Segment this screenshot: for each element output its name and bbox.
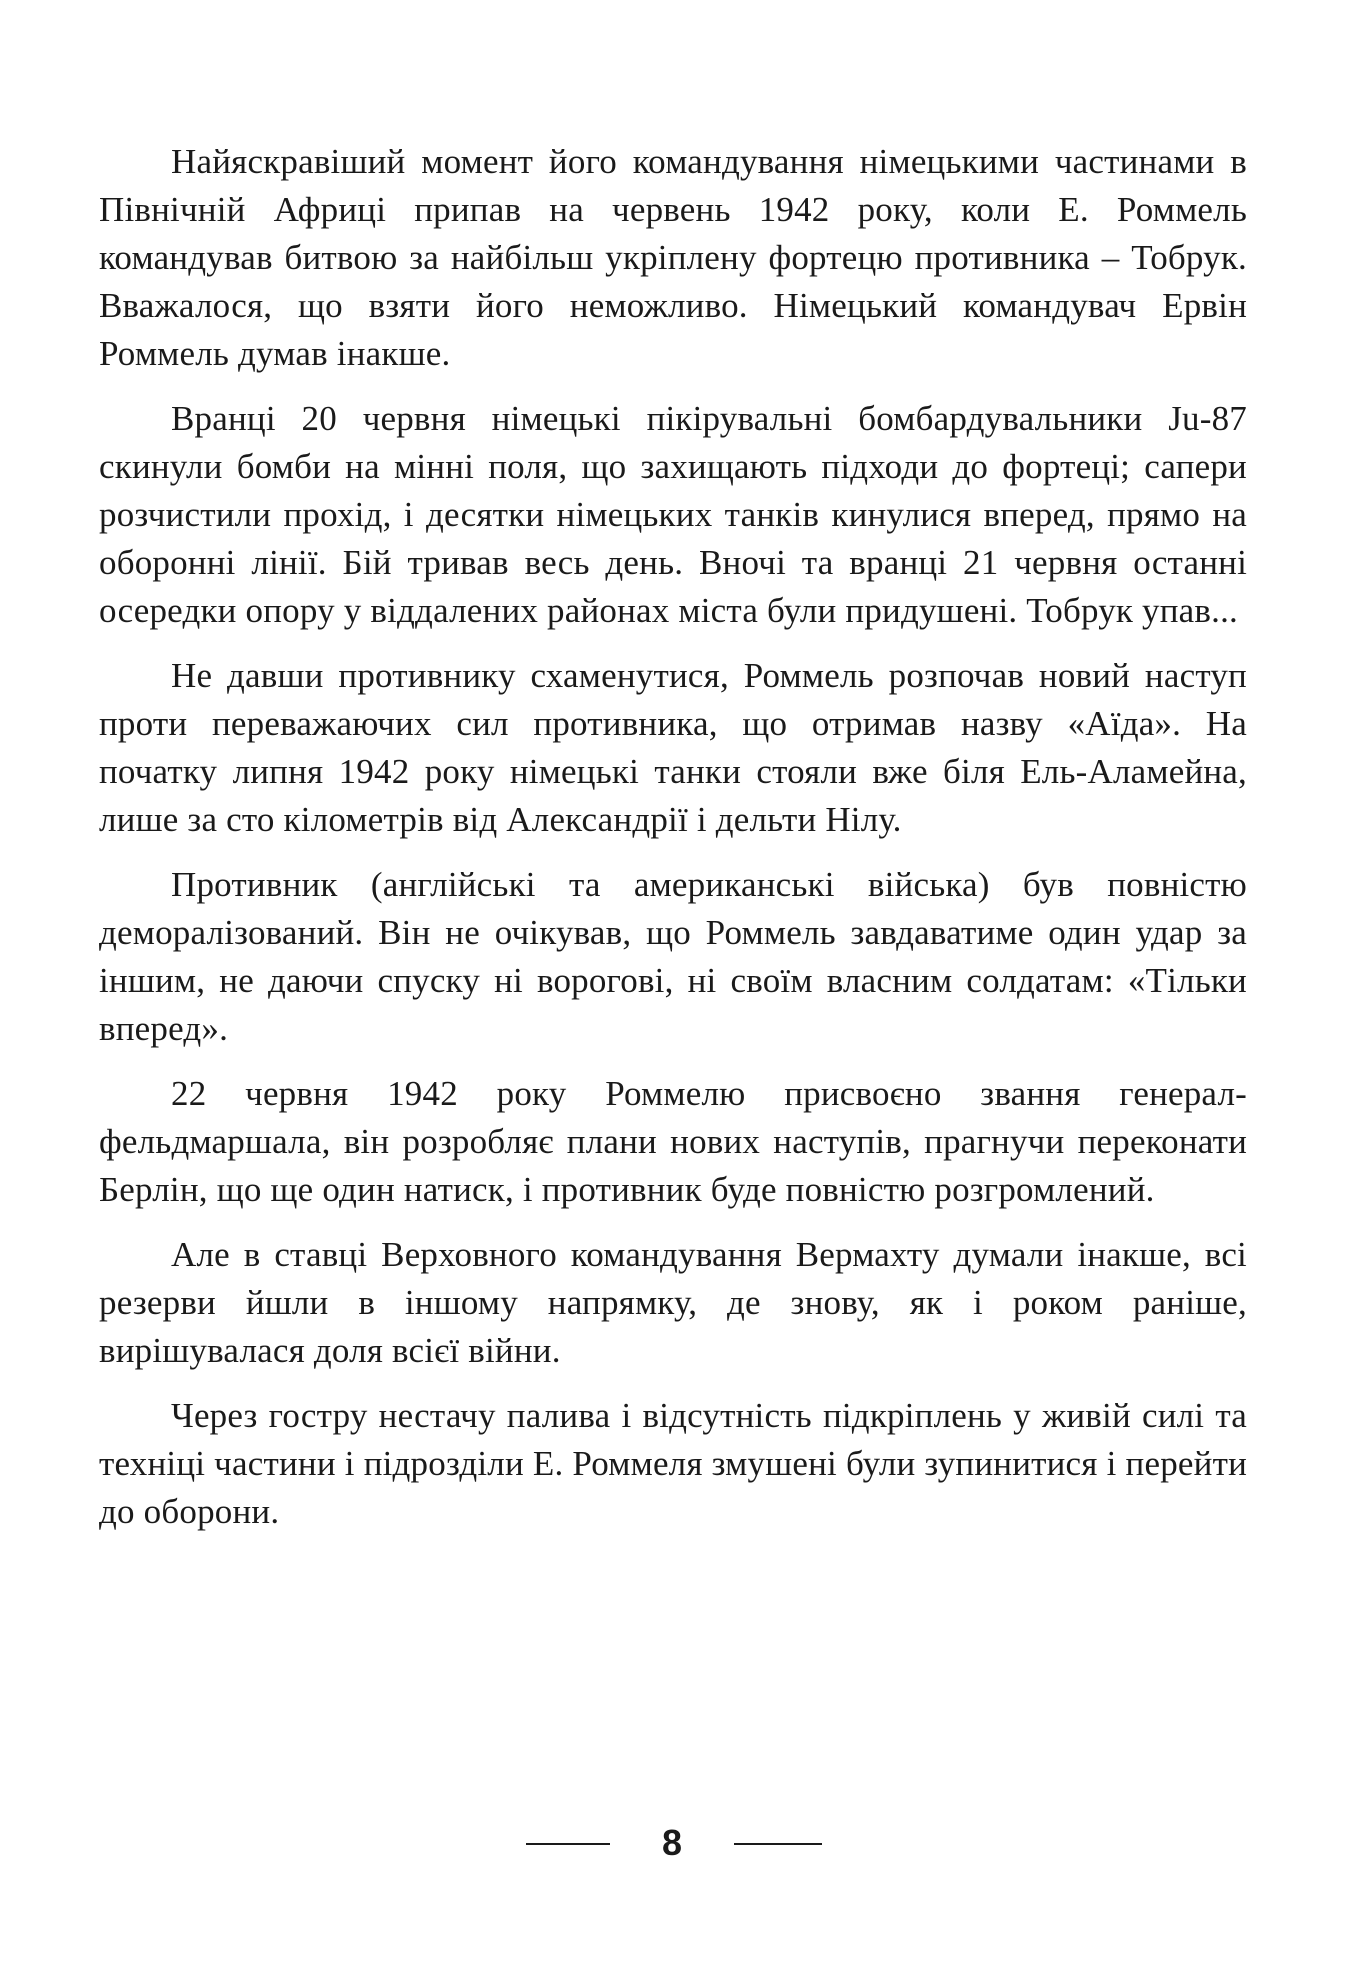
paragraph-6: Але в ставці Верховного командування Вермахту думали інакше, всі резерви йшли в іншому напрямку, де знову, як і роком раніше, вирішувалася доля всієї війни. [99,1235,1247,1370]
page-footer [0,1818,1359,1868]
paragraph-1: Найяскравіший момент його командування німецькими частинами в Північній Африці припав на червень 1942 року, коли Е. Роммель командував битвою за найбільш укріплену фортецю противника – Тобрук. Вважалося, що взяти його неможливо. Німецький командувач Ервін Роммель думав інакше. [99,142,1247,373]
paragraph-5: 22 червня 1942 року Роммелю присвоєно звання генерал-фельдмаршала, він розробляє плани нових наступів, прагнучи переконати Берлін, що ще один натиск, і противник буде повністю розгромлений. [99,1074,1247,1209]
paragraph-3: Не давши противнику схаменутися, Роммель розпочав новий наступ проти переважаючих сил противника, що отримав назву «Аїда». На початку липня 1942 року німецькі танки стояли вже біля Ель-Аламейна, лише за сто кілометрів від Александрії і дельти Нілу. [99,656,1247,839]
paragraph-7: Через гостру нестачу палива і відсутність підкріплень у живій силі та техніці частини і підрозділи Е. Роммеля змушені були зупинитися і перейти до оборони. [99,1396,1247,1531]
paragraph-2: Вранці 20 червня німецькі пікірувальні бомбардувальники Ju-87 скинули бомби на мінні поля, що захищають підходи до фортеці; сапери розчистили прохід, і десятки німецьких танків кинулися вперед, прямо на оборонні лінії. Бій тривав весь день. Вночі та вранці 21 червня останні осередки опору у віддалених районах міста були придушені. Тобрук упав... [99,399,1247,630]
footer-rule-left [526,1843,610,1845]
footer-rule-right [734,1843,822,1845]
body-text [99,138,1247,1536]
page-number: 8 [661,1822,683,1863]
paragraph-4: Противник (англійські та американські війська) був повністю деморалізований. Він не очікував, що Роммель завдаватиме один удар за іншим, не даючи спуску ні ворогові, ні своїм власним солдатам: «Тільки вперед». [99,865,1247,1048]
